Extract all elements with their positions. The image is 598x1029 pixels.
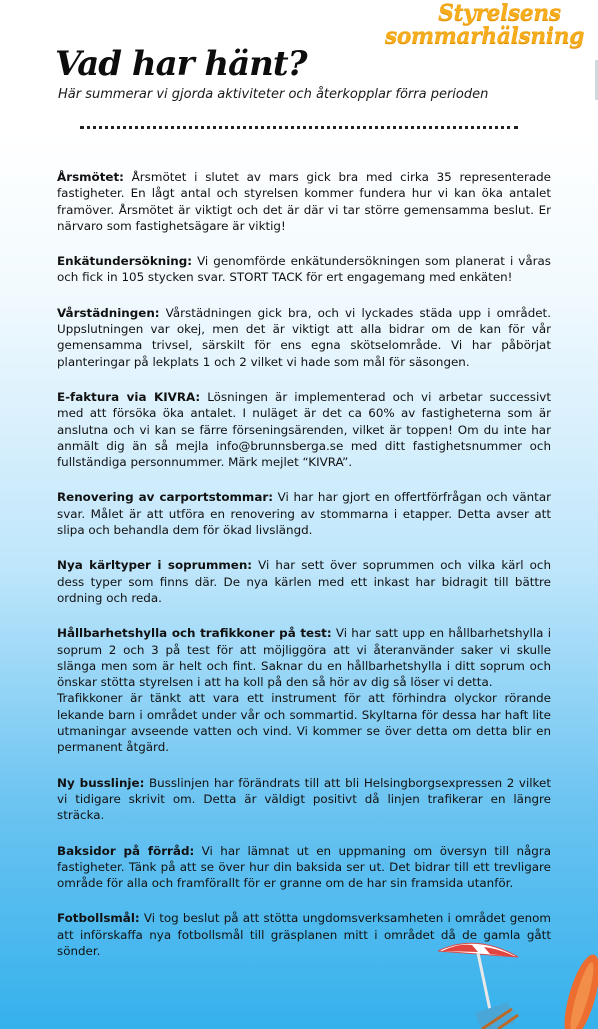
section-text: Årsmötet i slutet av mars gick bra med cirka 35 representerade fastigheter. En lågt antal och styrelsen kommer fundera hur vi kan öka antalet framöver. Årsmötet är viktigt och det är där vi tar större gemensamma beslut. Er närvaro som fastighetsägare är viktig! bbox=[57, 170, 552, 233]
section-enkat bbox=[57, 253, 551, 286]
section-heading: Årsmötet: bbox=[57, 170, 124, 184]
section-text: Vårstädningen gick bra, och vi lyckades städa upp i området. Uppslutningen var okej, men det är viktigt att alla bidrar om de kan för vår gemensamma trivsel, särskilt för ens egna skötselområde. Vi har påbörjat planteringar på lekplats 1 och 2 vilket vi hade som mål för säsongen. bbox=[57, 305, 551, 369]
section-busslinje bbox=[57, 775, 551, 824]
dotted-divider bbox=[80, 126, 518, 129]
beach-chair-icon bbox=[475, 1002, 518, 1029]
section-heading: Fotbollsmål: bbox=[57, 911, 140, 926]
section-heading: Vårstädningen: bbox=[57, 305, 160, 320]
section-text-extra: Trafikkoner är tänkt att vara ett instrument för att förhindra olyckor rörande lekande barn i området under vår och sommartid. Skyltarna för dessa har haft lite utmaningar avseende vatten och vind. Vi kommer se över detta om detta blir en permanent åtgärd. bbox=[57, 691, 551, 755]
brand-line-2: sommarhälsning bbox=[384, 23, 584, 49]
section-heading: Hållbarhetshylla och trafikkoner på test: bbox=[57, 626, 332, 641]
section-arsmotet bbox=[57, 169, 551, 234]
section-heading: Baksidor på förråd: bbox=[57, 843, 195, 858]
section-text: Vi tog beslut på att stötta ungdomsverksamheten i området genom att införskaffa nya fotbollsmål till gräsplanen mitt i området då de gamla gått sönder. bbox=[57, 911, 551, 958]
section-heading: Enkätundersökning: bbox=[57, 254, 193, 269]
section-karltyper bbox=[57, 557, 551, 606]
page-subtitle: Här summerar vi gjorda aktiviteter och återkopplar förra perioden bbox=[58, 87, 489, 102]
brand-logo bbox=[385, 2, 584, 48]
section-text: Vi har har gjort en offertförfrågan och väntar svar. Målet är att utföra en renovering av stommarna i etapper. Detta avser att slipa och behandla dem för ökad livslängd. bbox=[57, 490, 552, 538]
section-text: Busslinjen har förändrats till att bli Helsingborgsexpressen 2 vilket vi tidigare skrivit om. Detta är väldigt positivt då linjen trafikerar en längre sträcka. bbox=[57, 775, 551, 823]
section-baksidor bbox=[57, 843, 551, 892]
section-text: Lösningen är implementerad och vi arbetar successivt med att försöka öka antalet. I nuläget är det ca 60% av fastigheterna som är anslutna och vi kan se färre förseningsärenden, vilket är toppen! Om du inte har anmält dig än så mejla info@brunnsberga.se med ditt fastighetsnummer och fullständiga personnummer. Märk mejlet “KIVRA”. bbox=[57, 389, 551, 470]
brand-line-1: Styrelsens bbox=[438, 0, 561, 26]
page-title: Vad har hänt? bbox=[55, 44, 307, 84]
section-heading: E-faktura via KIVRA: bbox=[57, 389, 201, 404]
surfboard-icon bbox=[557, 951, 598, 1029]
beach-umbrella-illustration bbox=[438, 939, 598, 1029]
section-text: Vi har lämnat ut en uppmaning om översyn till några fastigheter. Tänk på att se över hur din baksida ser ut. Det bidrar till ett trevligare område för alla och framförallt för er granne om de har sin framsida utanför. bbox=[57, 843, 551, 891]
section-text: Vi har satt upp en hållbarhetshylla i soprum 2 och 3 på test för att möjliggöra att vi återanvänder saker vi skulle slänga men som är helt och fint. Saknar du en hållbarhetshylla i ditt soprum och önskar stötta styrelsen i att ha koll på den så hör av dig så löser vi detta. bbox=[57, 626, 552, 690]
section-varstadning bbox=[57, 305, 551, 370]
article-body bbox=[57, 169, 551, 978]
section-kivra bbox=[57, 389, 551, 470]
section-text: Vi har sett över soprummen och vilka kärl och dess typer som finns där. De nya kärlen med ett inkast har bidragit till bättre ordning och reda. bbox=[57, 558, 551, 605]
section-heading: Ny busslinje: bbox=[57, 775, 145, 790]
section-heading: Nya kärltyper i soprummen: bbox=[57, 558, 253, 573]
section-hallbarhetshylla bbox=[57, 625, 551, 755]
section-text: Vi genomförde enkätundersökningen som planerat i våras och fick in 105 stycken svar. STORT TACK för ert engagemang med enkäten! bbox=[57, 254, 552, 285]
section-carport bbox=[57, 489, 551, 538]
section-heading: Renovering av carportstommar: bbox=[57, 490, 273, 505]
